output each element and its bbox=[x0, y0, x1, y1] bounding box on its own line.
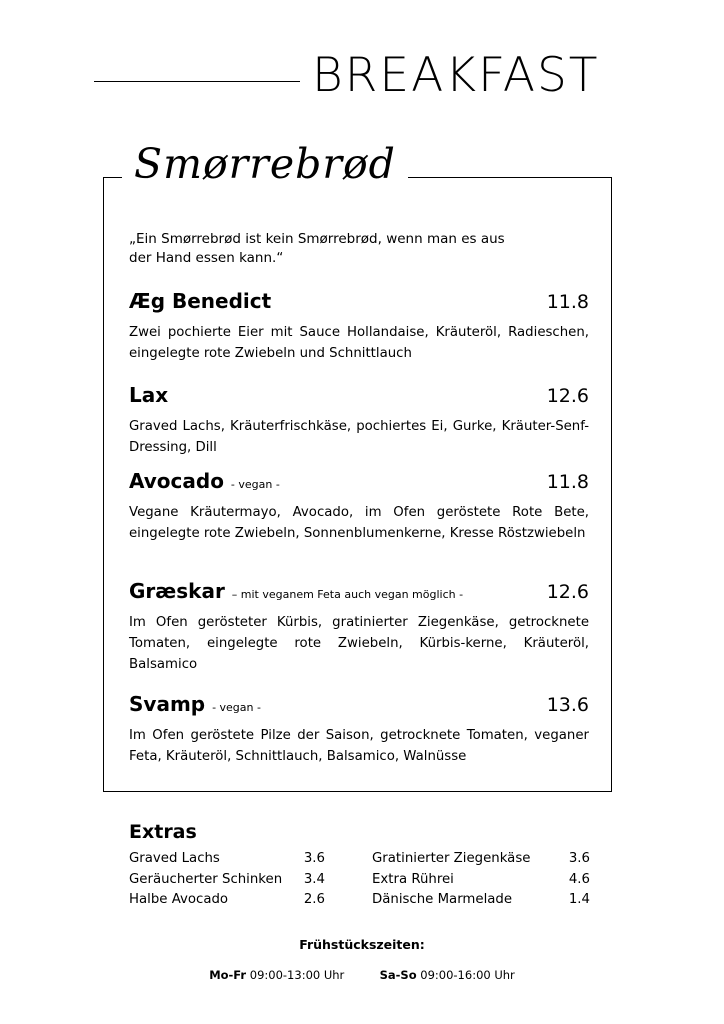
extra-price: 3.4 bbox=[303, 871, 325, 887]
item-name: Lax bbox=[129, 383, 169, 407]
extra-price: 4.6 bbox=[568, 871, 590, 887]
menu-item bbox=[129, 469, 589, 544]
weekend-days: Sa-So bbox=[379, 968, 417, 982]
extra-price: 2.6 bbox=[303, 892, 325, 907]
extra-price: 3.6 bbox=[303, 851, 325, 866]
extra-row bbox=[129, 890, 325, 911]
weekday-days: Mo-Fr bbox=[209, 968, 247, 982]
item-price: 12.6 bbox=[546, 385, 589, 407]
item-price: 12.6 bbox=[546, 581, 589, 603]
extra-name: Gratinierter Ziegenkäse bbox=[372, 851, 531, 866]
item-description: Zwei pochierte Eier mit Sauce Hollandaise, Kräuteröl, Radieschen, eingelegte rote Zwiebeln und Schnittlauch bbox=[129, 325, 589, 361]
menu-item bbox=[129, 289, 589, 364]
extras-title: Extras bbox=[129, 821, 197, 843]
weekday-time: 09:00-13:00 Uhr bbox=[249, 968, 345, 982]
item-name: Græskar – mit veganem Feta auch vegan möglich - bbox=[129, 579, 464, 603]
item-price: 11.8 bbox=[546, 471, 589, 493]
section-title: Smørrebrød bbox=[122, 142, 408, 187]
item-note: - vegan - bbox=[212, 701, 261, 714]
extra-name: Extra Rührei bbox=[372, 871, 454, 887]
extra-row bbox=[372, 870, 590, 891]
item-note: - vegan - bbox=[230, 478, 280, 491]
item-name: Æg Benedict bbox=[129, 289, 272, 313]
item-name: Svamp - vegan - bbox=[129, 692, 261, 716]
section-quote: „Ein Smørrebrød ist kein Smørrebrød, wenn man es aus der Hand essen kann.“ bbox=[129, 231, 505, 266]
opening-hours bbox=[0, 968, 724, 982]
item-description: Im Ofen geröstete Pilze der Saison, getrocknete Tomaten, veganer Feta, Kräuteröl, Schnittlauch, Balsamico, Walnüsse bbox=[129, 728, 589, 764]
item-price: 13.6 bbox=[546, 694, 589, 716]
extra-name: Dänische Marmelade bbox=[372, 892, 513, 907]
item-description: Vegane Kräutermayo, Avocado, im Ofen geröstete Rote Bete, eingelegte rote Zwiebeln, Sonnenblumenkerne, Kresse Röstzwiebeln bbox=[129, 505, 589, 541]
extra-row bbox=[129, 870, 325, 891]
extras-right-column bbox=[372, 849, 590, 911]
item-description: Graved Lachs, Kräuterfrischkäse, pochiertes Ei, Gurke, Kräuter-Senf-Dressing, Dill bbox=[129, 419, 589, 455]
header-rule bbox=[94, 81, 300, 82]
extra-row bbox=[372, 849, 590, 870]
extras-left-column bbox=[129, 849, 325, 911]
item-description: Im Ofen gerösteter Kürbis, gratinierter Ziegenkäse, getrocknete Tomaten, eingelegte rote Zwiebeln, Kürbis-kerne, Kräuteröl, Balsamico bbox=[129, 615, 589, 672]
menu-item bbox=[129, 383, 589, 458]
weekend-time: 09:00-16:00 Uhr bbox=[420, 968, 515, 982]
extra-name: Halbe Avocado bbox=[129, 892, 229, 907]
extra-price: 1.4 bbox=[568, 892, 590, 907]
extra-row bbox=[129, 849, 325, 870]
extra-name: Graved Lachs bbox=[129, 851, 220, 866]
extra-row bbox=[372, 890, 590, 911]
extra-name: Geräucherter Schinken bbox=[129, 871, 283, 887]
extra-price: 3.6 bbox=[568, 851, 590, 866]
menu-item bbox=[129, 579, 589, 675]
page-title: BREAKFAST bbox=[312, 48, 600, 103]
hours-title: Frühstückszeiten: bbox=[299, 937, 425, 952]
item-note: – mit veganem Feta auch vegan möglich - bbox=[231, 588, 464, 601]
menu-item bbox=[129, 692, 589, 767]
item-name: Avocado - vegan - bbox=[129, 469, 280, 493]
item-price: 11.8 bbox=[546, 291, 589, 313]
